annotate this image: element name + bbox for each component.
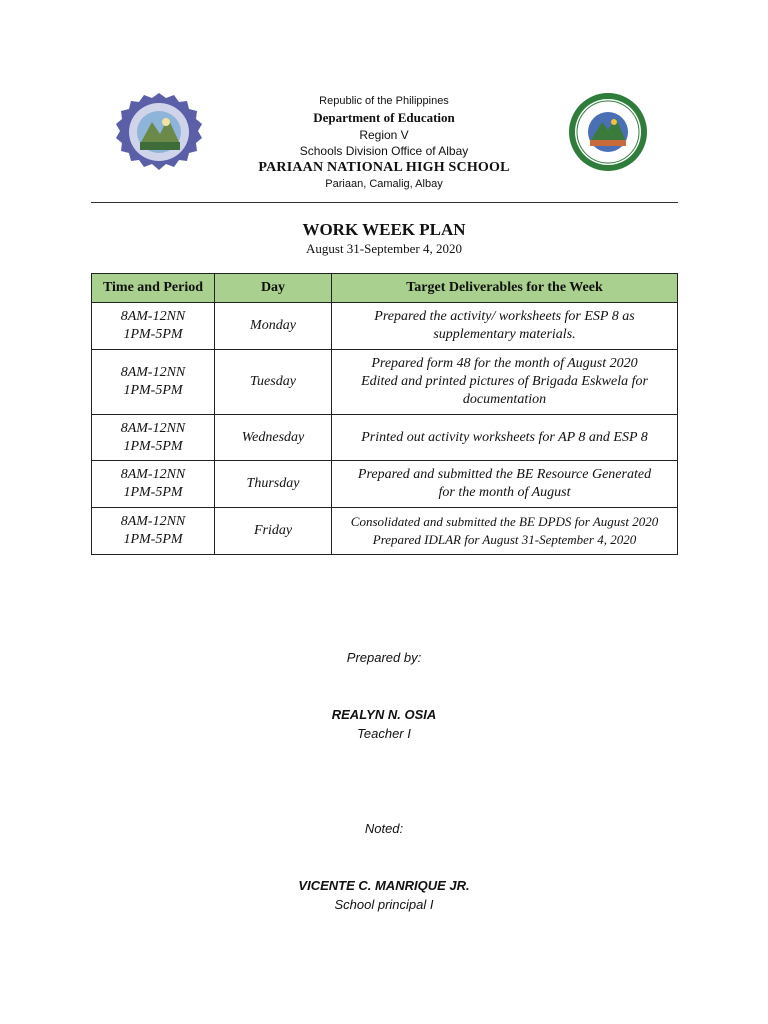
day-cell: Wednesday (215, 415, 332, 461)
time-cell (92, 415, 215, 461)
time-morning: 8AM-12NN (120, 365, 186, 380)
column-header-deliverables: Target Deliverables for the Week (332, 274, 678, 303)
column-header-day: Day (215, 274, 332, 303)
deliverable-line: Printed out activity worksheets for AP 8 and ESP 8 (361, 429, 648, 445)
division-line: Schools Division Office of Albay (299, 144, 469, 158)
deliverable-line: for the month of August (438, 485, 571, 500)
day-cell: Monday (215, 303, 332, 350)
deliverables-cell (332, 303, 678, 350)
day-cell: Thursday (215, 461, 332, 508)
republic-line: Republic of the Philippines (319, 95, 449, 107)
deliverable-line: Prepared and submitted the BE Resource Generated (357, 467, 652, 482)
time-cell (92, 508, 215, 555)
time-afternoon: 1PM-5PM (123, 485, 183, 500)
table-header-row (92, 274, 678, 303)
table-row (92, 461, 678, 508)
prepared-by-title: Teacher I (357, 726, 411, 741)
deliverables-cell (332, 350, 678, 415)
plan-dates: August 31-September 4, 2020 (306, 241, 462, 256)
noted-by-title: School principal I (334, 897, 434, 912)
deliverables-cell (332, 415, 678, 461)
noted-by-name: VICENTE C. MANRIQUE JR. (298, 878, 470, 893)
noted-label: Noted: (364, 821, 404, 836)
deliverable-line: Prepared form 48 for the month of August 2020 (371, 356, 638, 371)
deliverable-line: Edited and printed pictures of Brigada Eskwela for (361, 374, 648, 389)
deliverable-line: documentation (462, 392, 547, 407)
time-afternoon: 1PM-5PM (123, 327, 183, 342)
plan-title: WORK WEEK PLAN (302, 220, 466, 239)
deliverable-line: Consolidated and submitted the BE DPDS for August 2020 (350, 514, 659, 529)
deliverable-line: supplementary materials. (433, 327, 576, 342)
deliverables-cell (332, 461, 678, 508)
time-cell (92, 303, 215, 350)
time-morning: 8AM-12NN (120, 467, 186, 482)
time-morning: 8AM-12NN (120, 420, 186, 436)
school-address: Pariaan, Camalig, Albay (325, 178, 443, 190)
table-row (92, 508, 678, 555)
header-divider (91, 202, 678, 203)
day-cell: Tuesday (215, 350, 332, 415)
department-line: Department of Education (313, 110, 455, 125)
table-row (92, 350, 678, 415)
deliverable-line: Prepared the activity/ worksheets for ESP 8 as (374, 309, 635, 324)
prepared-by-name: REALYN N. OSIA (331, 707, 437, 722)
prepared-by-label: Prepared by: (346, 650, 422, 665)
time-afternoon: 1PM-5PM (123, 438, 183, 454)
region-line: Region V (359, 128, 409, 142)
time-cell (92, 461, 215, 508)
table-row (92, 415, 678, 461)
time-morning: 8AM-12NN (120, 514, 186, 529)
time-afternoon: 1PM-5PM (123, 383, 183, 398)
day-cell: Friday (215, 508, 332, 555)
deliverables-cell (332, 508, 678, 555)
time-afternoon: 1PM-5PM (123, 532, 183, 547)
work-plan-table (91, 273, 678, 555)
table-row (92, 303, 678, 350)
school-name: PARIAAN NATIONAL HIGH SCHOOL (258, 160, 510, 175)
time-morning: 8AM-12NN (120, 309, 186, 324)
deliverable-line: Prepared IDLAR for August 31-September 4, 2020 (372, 532, 637, 547)
time-cell (92, 350, 215, 415)
column-header-time: Time and Period (92, 274, 215, 303)
